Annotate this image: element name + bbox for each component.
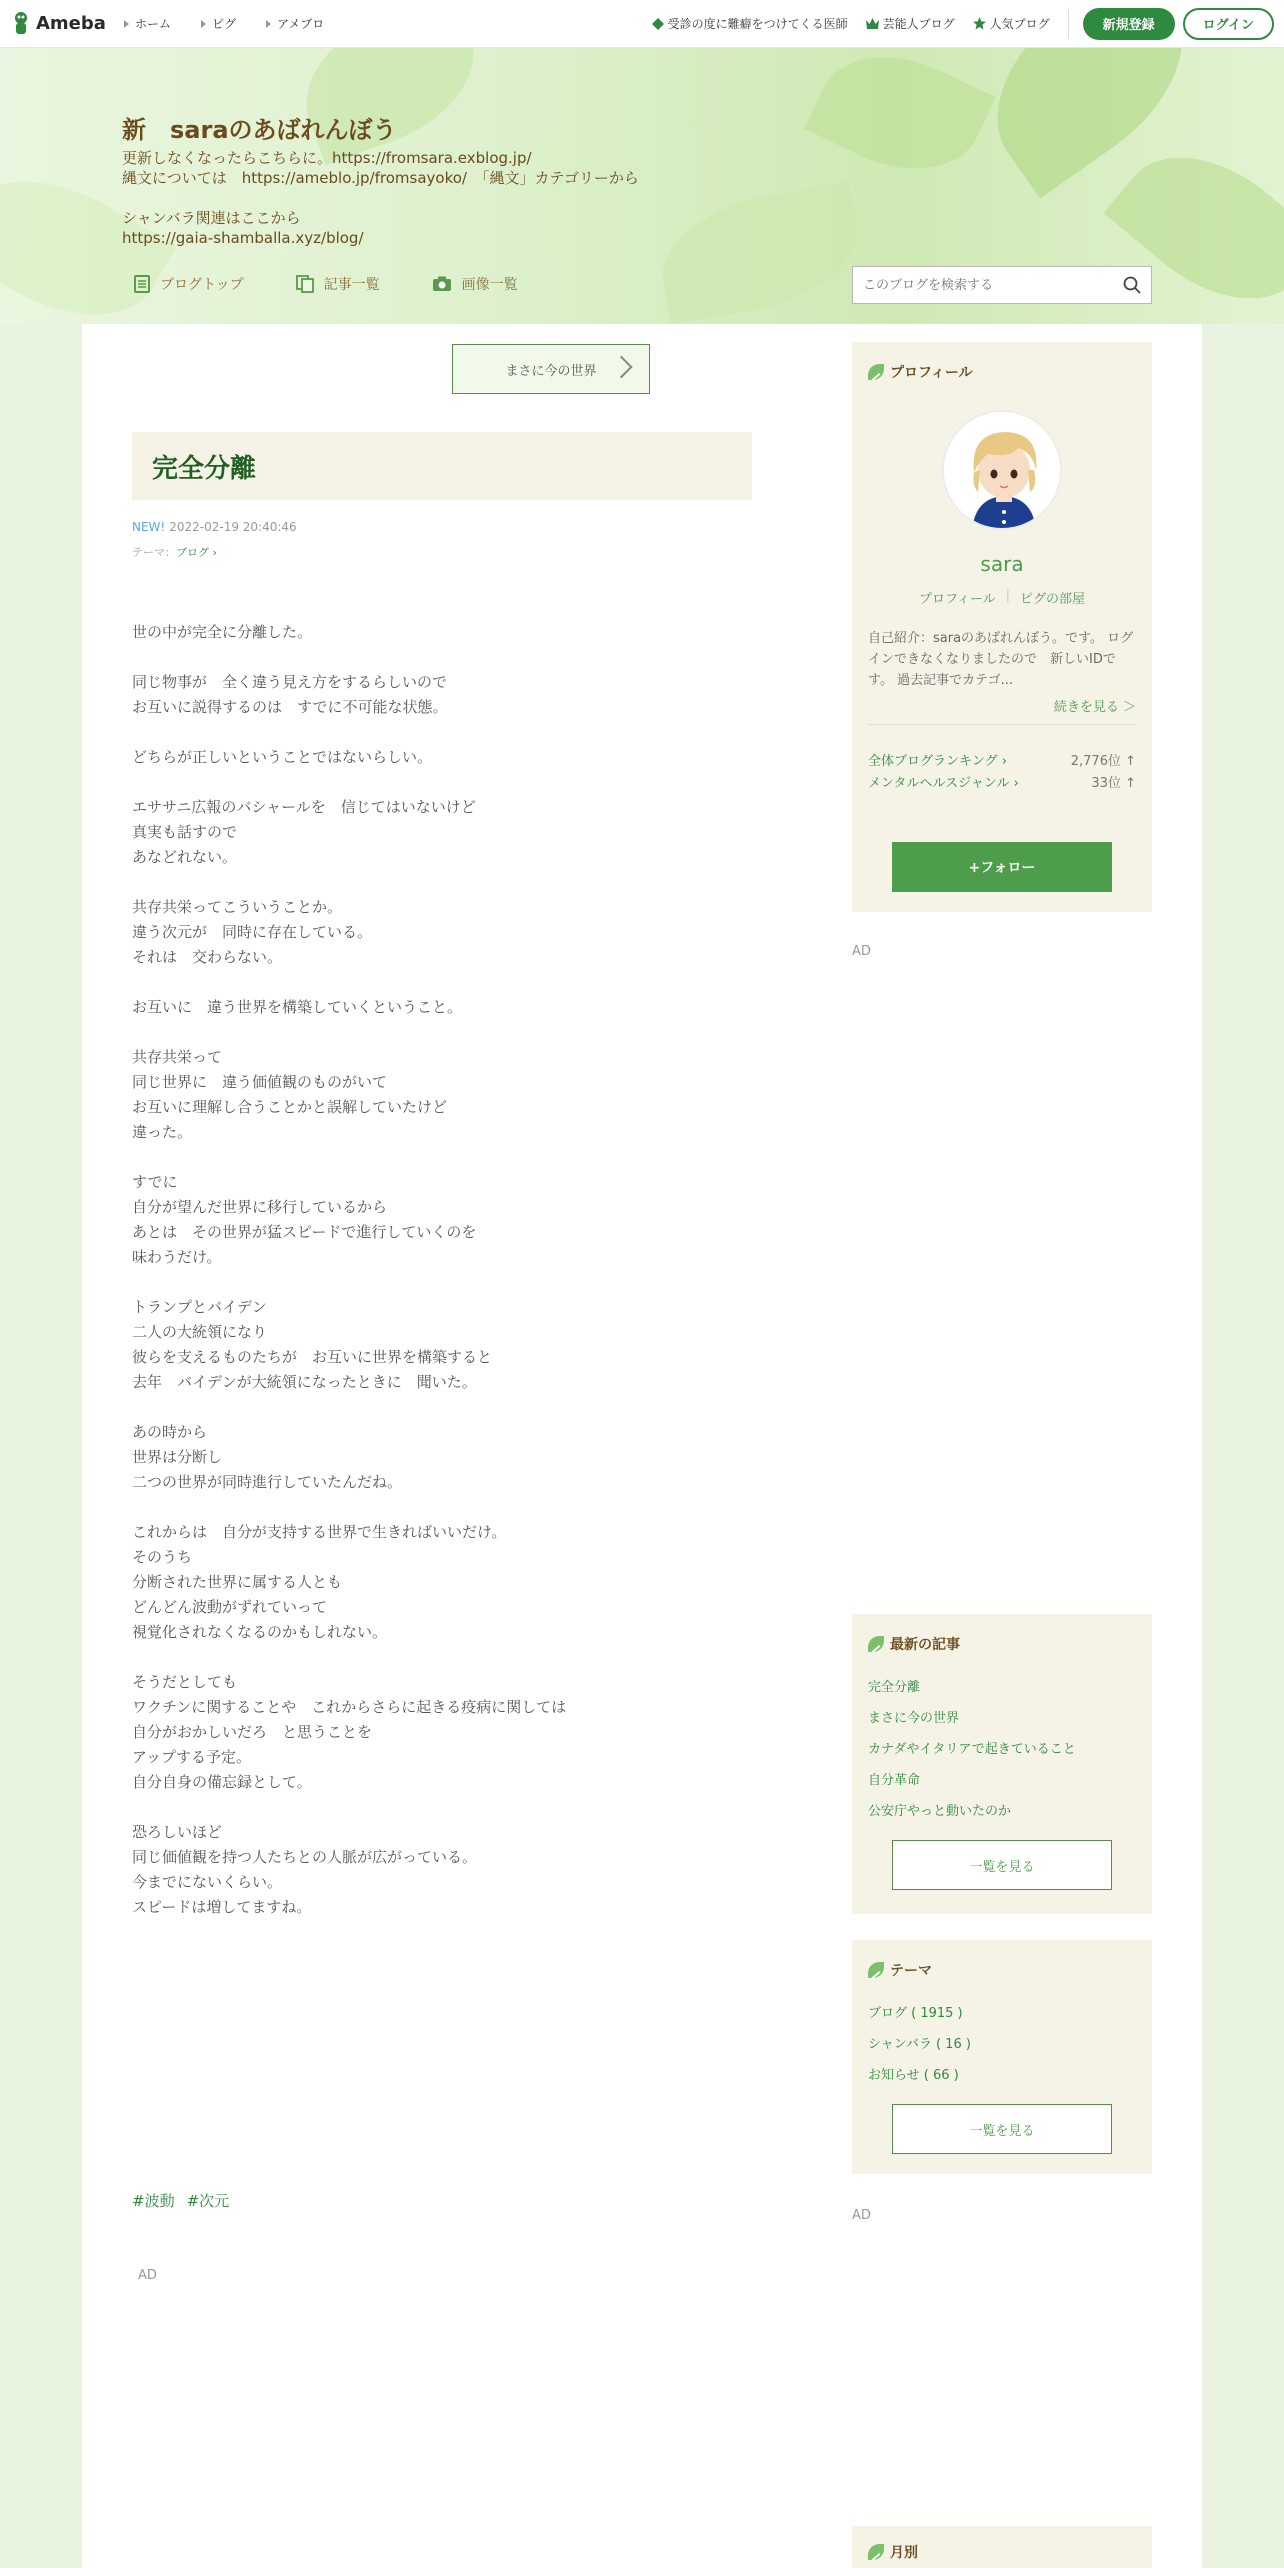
latest-view-all-button[interactable]: 一覧を見る: [892, 1840, 1112, 1890]
entry-text-line: 違う次元が 同時に存在している。: [132, 923, 373, 941]
entry-text-line: どんどん波動がずれていって: [132, 1598, 328, 1616]
divider: [868, 724, 1136, 725]
entry-text-line: 去年 バイデンが大統領になったときに 聞いた。: [132, 1373, 477, 1391]
entry-meta: [132, 520, 297, 534]
new-badge: NEW!: [132, 520, 166, 534]
document-icon: [134, 275, 150, 293]
blog-search-box: [852, 266, 1152, 304]
theme-link[interactable]: お知らせ ( 66 ): [868, 2068, 959, 2083]
profile-links: [852, 588, 1152, 607]
entry-text-line: 世界は分断し: [132, 1448, 223, 1466]
pig-room-link[interactable]: ピグの部屋: [1020, 592, 1086, 607]
ranking-label[interactable]: 全体ブログランキング ›: [868, 754, 1007, 769]
ranking-value: 2,776位 ↑: [1070, 754, 1136, 769]
entry-paragraph: [132, 1045, 752, 1145]
latest-article-link[interactable]: まさに今の世界: [868, 1711, 960, 1726]
entry-paragraph: [132, 1820, 752, 1920]
copy-icon: [296, 275, 314, 293]
subnav-images[interactable]: [432, 274, 518, 294]
entry-text-line: 視覚化されなくなるのかもしれない。: [132, 1623, 388, 1641]
entry-paragraph: [132, 1670, 752, 1795]
theme-link-label: ブログ: [176, 546, 209, 559]
entry-text-line: 同じ価値観を持つ人たちとの人脈が広がっている。: [132, 1848, 478, 1866]
entry-text-line: 今までにないくらい。: [132, 1873, 283, 1891]
nav-link-pig[interactable]: [201, 15, 236, 32]
subnav-label: 画像一覧: [461, 277, 518, 293]
ranking-label-text: メンタルヘルスジャンル: [868, 776, 1010, 791]
entry-paragraph: [132, 1420, 752, 1495]
entry-paragraph: [132, 795, 752, 870]
hashtag-list: [132, 2190, 229, 2211]
entry-text-line: 違った。: [132, 1123, 193, 1141]
nav-trending-label: 受診の度に難癖をつけてくる医師: [667, 17, 848, 31]
ranking-label[interactable]: メンタルヘルスジャンル ›: [868, 776, 1019, 791]
entry-text-line: お互いに理解し合うことかと誤解していたけど: [132, 1098, 448, 1116]
ranking-label-text: 全体ブログランキング: [868, 754, 998, 769]
nav-divider: [1068, 9, 1069, 39]
entry-text-line: 自分自身の備忘録として。: [132, 1773, 312, 1791]
theme-link[interactable]: シャンバラ ( 16 ): [868, 2037, 971, 2052]
theme-link[interactable]: ブログ ( 1915 ): [868, 2006, 963, 2021]
next-entry-button[interactable]: [452, 344, 650, 394]
entry-theme: [132, 544, 217, 560]
ad-label: AD: [138, 2268, 157, 2283]
leaf-icon: [868, 364, 884, 380]
entry-text-line: あなどれない。: [132, 848, 238, 866]
entry-text-line: そうだとしても: [132, 1673, 238, 1691]
ranking-row: [868, 772, 1136, 791]
nav-right-group: [634, 8, 1274, 40]
entry-paragraph: [132, 995, 752, 1020]
entry-paragraph: [132, 1170, 752, 1270]
theme-prefix: テーマ：: [132, 546, 176, 559]
top-navigation-bar: [0, 0, 1284, 48]
entry-body: [132, 620, 752, 1945]
entry-text-line: ワクチンに関することや これからさらに起きる疫病に関しては: [132, 1698, 567, 1716]
entry-text-line: 二人の大統領になり: [132, 1323, 268, 1341]
latest-article-list: [852, 1654, 1152, 1827]
search-icon[interactable]: [1123, 276, 1141, 294]
main-container: [82, 324, 1202, 2568]
themes-heading: [852, 1940, 1152, 1980]
entry-text-line: これからは 自分が支持する世界で生きればいいだけ。: [132, 1523, 507, 1541]
leaf-decoration: [804, 48, 995, 197]
latest-articles-box: [852, 1614, 1152, 1914]
latest-article-link[interactable]: 完全分離: [868, 1680, 921, 1695]
latest-article-link[interactable]: カナダやイタリアで起きていること: [868, 1742, 1076, 1757]
profile-read-more-link[interactable]: 続きを見る ＞: [1053, 700, 1136, 715]
entry-text-line: トランプとバイデン: [132, 1298, 267, 1316]
blog-subnav: [134, 274, 518, 294]
separator: |: [1005, 588, 1011, 603]
ranking-row: [868, 750, 1136, 769]
profile-name[interactable]: sara: [980, 552, 1024, 576]
latest-heading: [852, 1614, 1152, 1654]
entry-title[interactable]: 完全分離: [152, 453, 257, 484]
avatar[interactable]: [942, 410, 1062, 530]
monthly-heading-label: 月別: [890, 2545, 918, 2561]
themes-box: [852, 1940, 1152, 2174]
profile-heading: [852, 342, 1152, 382]
entry-paragraph: [132, 670, 752, 720]
entry-text-line: あとは その世界が猛スピードで進行していくのを: [132, 1223, 477, 1241]
nav-link-label: ホーム: [134, 17, 171, 31]
hashtag-link[interactable]: #波動: [132, 2192, 175, 2210]
profile-intro: 自己紹介：saraのあばれんぼう。です。 ログインできなくなりましたので 新しいIDです。 過去記事でカテゴ...: [868, 631, 1134, 688]
subnav-label: 記事一覧: [323, 277, 380, 293]
ranking-value: 33位 ↑: [1091, 776, 1136, 791]
ad-label: AD: [852, 944, 871, 959]
nav-link-ameblo[interactable]: [266, 15, 324, 32]
entry-text-line: 二つの世界が同時進行していたんだね。: [132, 1473, 403, 1491]
arrow-right-icon: [201, 20, 206, 28]
ameba-logo[interactable]: [10, 11, 106, 37]
latest-heading-label: 最新の記事: [890, 1637, 960, 1653]
entry-datetime: 2022-02-19 20:40:46: [169, 520, 297, 534]
blog-search-input[interactable]: [863, 278, 1123, 293]
entry-text-line: あの時から: [132, 1423, 208, 1441]
entry-text-line: アップする予定。: [132, 1748, 251, 1766]
entry-text-line: 彼らを支えるものたちが お互いに世界を構築すると: [132, 1348, 493, 1366]
monthly-heading: [852, 2526, 1152, 2562]
follow-button[interactable]: +フォロー: [892, 842, 1112, 892]
arrow-right-icon: [124, 20, 129, 28]
next-entry-label: まさに今の世界: [505, 363, 597, 379]
nav-celebrity-blogs[interactable]: [866, 15, 955, 32]
entry-text-line: 自分がおかしいだろ と思うことを: [132, 1723, 373, 1741]
star-icon: [973, 17, 986, 30]
entry-text-line: 真実も話すので: [132, 823, 238, 841]
latest-article-link[interactable]: 自分革命: [868, 1773, 921, 1788]
nav-popular-blogs[interactable]: [973, 15, 1050, 32]
entry-title-box: [132, 432, 752, 500]
profile-link[interactable]: プロフィール: [918, 592, 996, 607]
diamond-icon: [652, 18, 664, 30]
entry-text-line: 共存共栄って: [132, 1048, 223, 1066]
logo-text: Ameba: [36, 13, 106, 34]
entry-text-line: 同じ世界に 違う価値観のものがいて: [132, 1073, 388, 1091]
subnav-articles[interactable]: [296, 274, 380, 294]
theme-list: [852, 1980, 1152, 2091]
leaf-icon: [868, 1636, 884, 1652]
blog-title[interactable]: 新 saraのあばれんぼう: [122, 116, 397, 144]
nav-trending-topic[interactable]: [652, 15, 848, 32]
blog-description: 更新しなくなったらこちらに。https://fromsara.exblog.jp/ 縄文については https://ameblo.jp/fromsayoko/ 「縄文」カテゴリーから シャンバラ関連はここから https://gaia-shamballa.xyz/blog/: [122, 149, 639, 247]
entry-paragraph: [132, 1295, 752, 1395]
monthly-archive-box: [852, 2526, 1152, 2568]
entry-text-line: そのうち: [132, 1548, 193, 1566]
entry-text-line: どちらが正しいということではないらしい。: [132, 748, 433, 766]
entry-text-line: それは 交わらない。: [132, 948, 283, 966]
themes-view-all-button[interactable]: 一覧を見る: [892, 2104, 1112, 2154]
entry-paragraph: [132, 620, 752, 645]
subnav-blog-top[interactable]: [134, 274, 244, 294]
entry-paragraph: [132, 745, 752, 770]
leaf-decoration: [652, 181, 868, 324]
entry-text-line: 恐ろしいほど: [132, 1823, 223, 1841]
ameba-logo-icon: [10, 11, 32, 37]
nav-popular-label: 人気ブログ: [989, 17, 1050, 31]
nav-celebrity-label: 芸能人ブログ: [882, 17, 955, 31]
nav-link-label: アメブロ: [276, 17, 325, 31]
leaf-icon: [868, 1962, 884, 1978]
entry-text-line: 同じ物事が 全く違う見え方をするらしいので: [132, 673, 448, 691]
entry-text-line: お互いに説得するのは すでに不可能な状態。: [132, 698, 448, 716]
ad-label: AD: [852, 2208, 871, 2223]
crown-icon: [866, 18, 879, 29]
latest-article-link[interactable]: 公安庁やっと動いたのか: [868, 1804, 1012, 1819]
entry-text-line: お互いに 違う世界を構築していくということ。: [132, 998, 463, 1016]
signup-button[interactable]: 新規登録: [1083, 8, 1175, 40]
entry-text-line: すでに: [132, 1173, 178, 1191]
profile-box: [852, 342, 1152, 912]
arrow-right-icon: [266, 20, 271, 28]
entry-text-line: 分断された世界に属する人とも: [132, 1573, 343, 1591]
entry-text-line: エササニ広報のバシャールを 信じてはいないけど: [132, 798, 476, 816]
camera-icon: [432, 276, 452, 292]
nav-link-label: ピグ: [211, 17, 236, 31]
theme-link[interactable]: ブログ ›: [176, 546, 217, 559]
entry-text-line: 世の中が完全に分離した。: [132, 623, 313, 641]
entry-paragraph: [132, 895, 752, 970]
entry-text-line: 自分が望んだ世界に移行しているから: [132, 1198, 388, 1216]
nav-link-home[interactable]: [124, 15, 171, 32]
subnav-label: ブログトップ: [160, 277, 244, 293]
blog-header: [0, 48, 1284, 324]
entry-text-line: スピードは増してますね。: [132, 1898, 312, 1916]
avatar-illustration: [944, 412, 1062, 530]
profile-heading-label: プロフィール: [890, 365, 973, 381]
entry-text-line: 味わうだけ。: [132, 1248, 222, 1266]
chevron-right-icon: [610, 356, 633, 379]
login-button[interactable]: ログイン: [1183, 8, 1274, 40]
hashtag-link[interactable]: #次元: [186, 2192, 230, 2210]
themes-heading-label: テーマ: [890, 1963, 932, 1979]
leaf-icon: [868, 2544, 884, 2560]
entry-paragraph: [132, 1520, 752, 1645]
entry-text-line: 共存共栄ってこういうことか。: [132, 898, 343, 916]
